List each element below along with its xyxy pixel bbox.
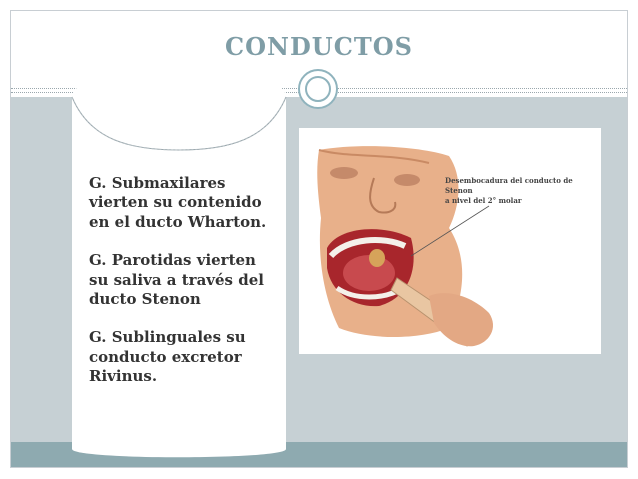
paragraph-parotidas: G. Parotidas vierten su saliva a través del ducto Stenon (89, 251, 264, 309)
caption-line-2: a nivel del 2° molar (445, 196, 522, 205)
paragraph-sublinguales: G. Sublinguales su conducto excretor Rivinus. (89, 328, 246, 386)
mouth-illustration (299, 128, 601, 354)
decorative-ring-inner (305, 76, 331, 102)
mouth-illustration-drawing (299, 128, 601, 354)
caption-line-1: Desembocadura del conducto de Stenon (445, 176, 573, 195)
text-panel (89, 174, 269, 406)
slide-title: CONDUCTOS (225, 32, 413, 61)
paragraph-submaxilares: G. Submaxilares vierten su contenido en el ducto Wharton. (89, 174, 267, 231)
illustration-caption (445, 176, 595, 206)
